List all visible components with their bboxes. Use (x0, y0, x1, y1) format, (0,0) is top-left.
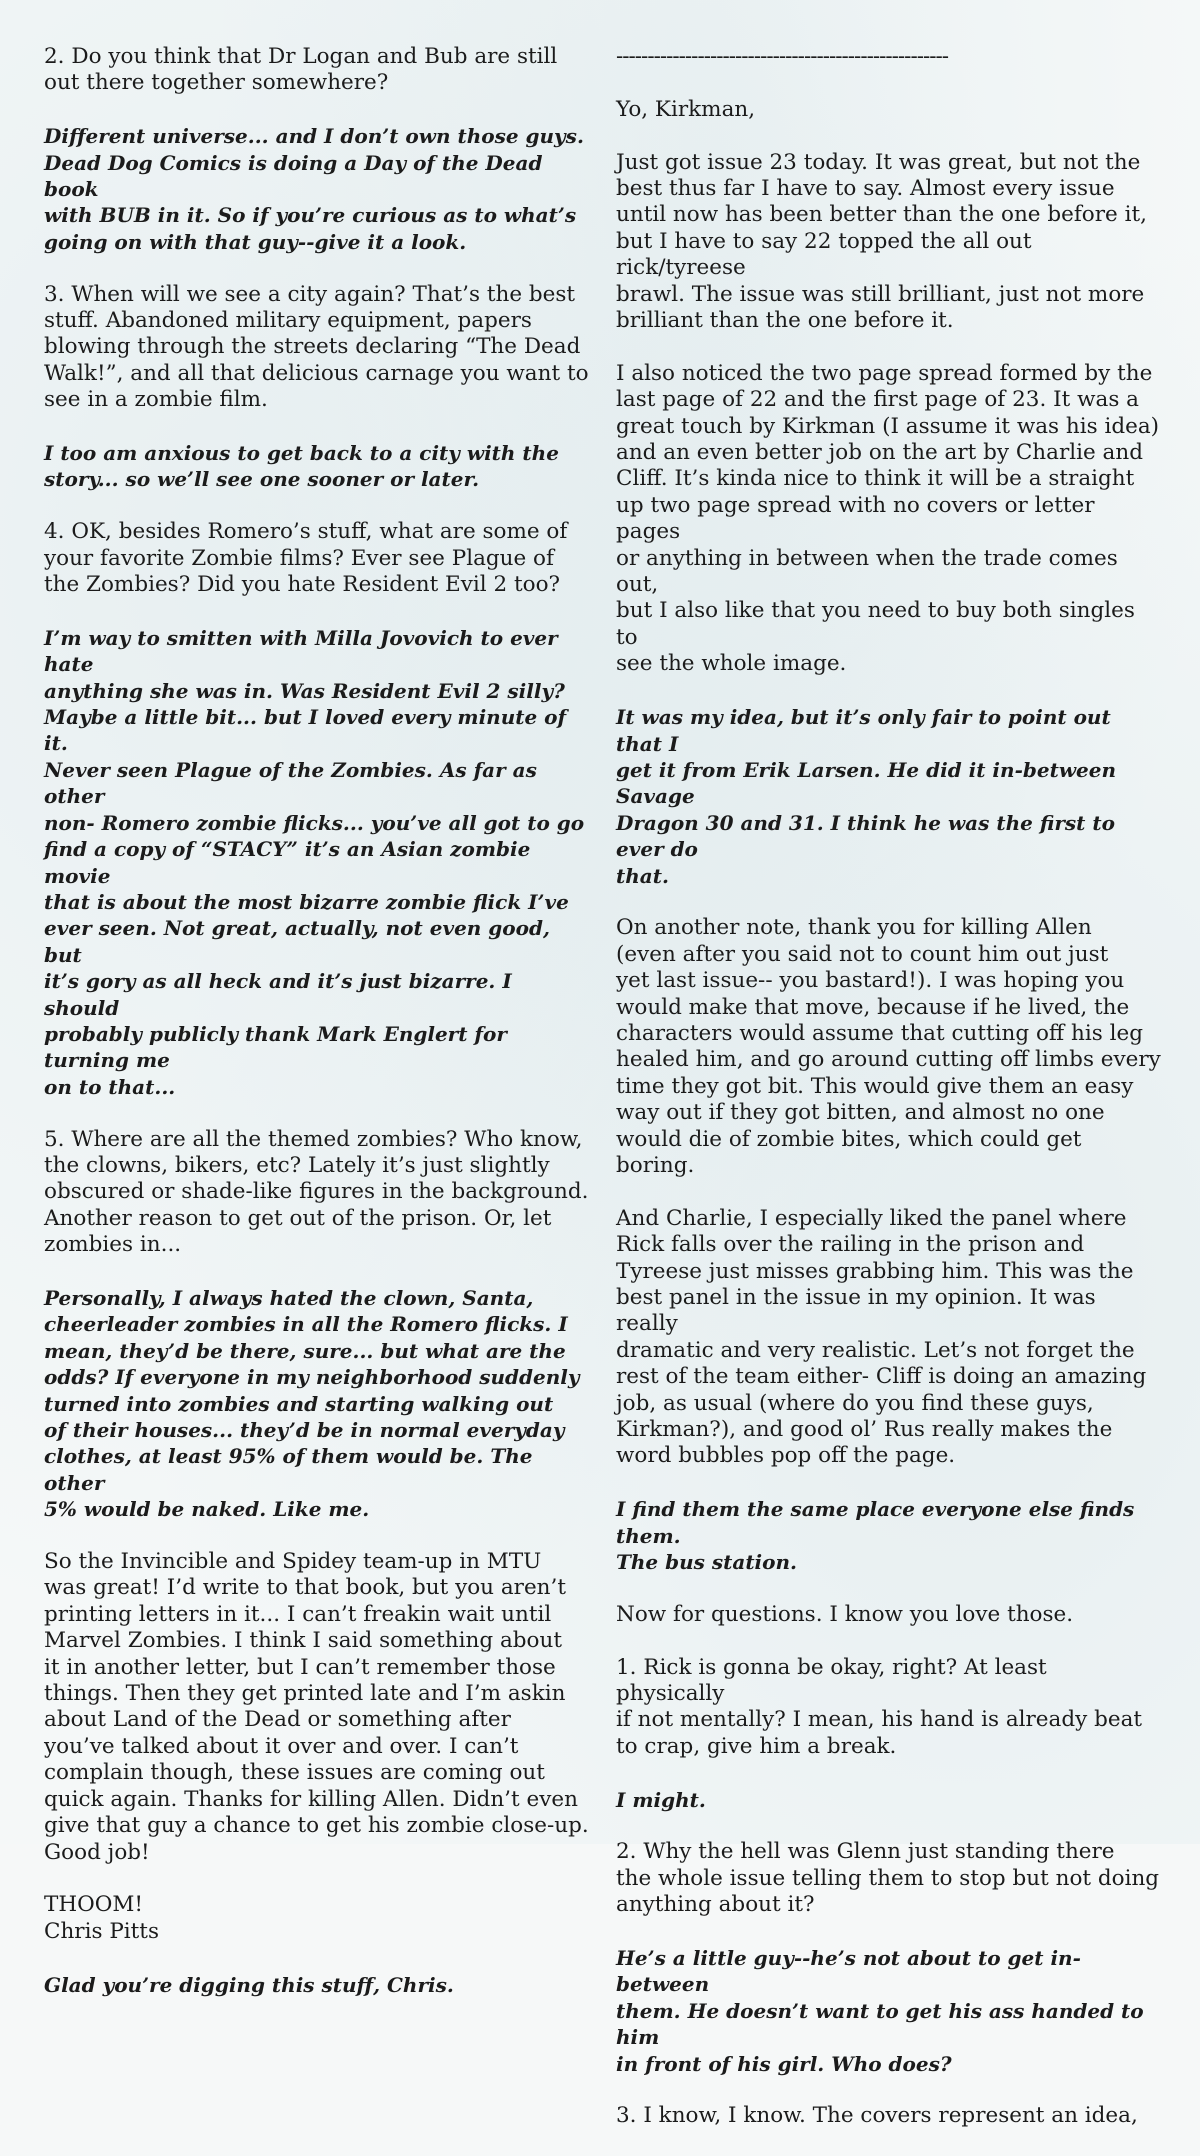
letter-salutation: Yo, Kirkman, (616, 96, 756, 122)
letter-paragraph-5: Now for questions. I know you love those. (616, 1601, 1074, 1627)
letter-question-3: 3. When will we see a city again? That’s the best stuff. Abandoned military equipment, papers blowing through the streets declaring “The Dead Walk!”, and all that delicious carnage you want to see in a zombie film. (44, 281, 589, 413)
letter-paragraph-3: On another note, thank you for killing Allen (even after you said not to count him out just yet last issue-- you bastard!). I was hoping you would make that move, because if he lived, the characters would assume that cutting off his leg healed him, and go around cutting off limbs every time they got bit. This would give them an easy way out if they got bitten, and almost no one would die of zombie bites, which could get boring. (616, 915, 1161, 1178)
editor-reply-spread: It was my idea, but it’s only fair to point out that I get it from Erik Larsen. He did it in-between Savage Dragon 30 and 31. I think he was the first to ever do that. (616, 705, 1117, 888)
letter-closing: So the Invincible and Spidey team-up in MTU was great! I’d write to that book, but you aren’t printing letters in it... I can’t freakin wait until Marvel Zombies. I think I said something about it in another letter, but I can’t remember those things. Then they get printed late and I’m askin about Land of the Dead or something after you’ve talked about it over and over. I can’t complain though, these issues are coming out quick again. Thanks for killing Allen. Didn’t even give that guy a chance to get his zombie close-up. Good job! (44, 1549, 589, 1865)
left-column (44, 44, 592, 2024)
editor-reply-1: I might. (616, 1787, 706, 1812)
letter-paragraph-4: And Charlie, I especially liked the panel where Rick falls over the railing in the prison and Tyreese just misses grabbing him. This was the best panel in the issue in my opinion. It was really dramatic and very realistic. Let’s not forget the rest of the team either- Cliff is doing an amazing job, as usual (where do you find these guys, Kirkman?), and good ol’ Rus really makes the word bubbles pop off the page. (616, 1205, 1147, 1469)
letter-paragraph-2: I also noticed the two page spread formed by the last page of 22 and the first page of 23. It was a great touch by Kirkman (I assume it was his idea) and an even better job on the art by Charlie and Cliff. It’s kinda nice to think it will be a straight up two page spread with no covers or letter pages or anything in between when the trade comes out, but I also like that you need to buy both singles to see the whole image. (616, 360, 1160, 677)
letter-question-3b: 3. I know, I know. The covers represent an idea, (616, 2103, 1138, 2129)
editor-reply-5: Personally, I always hated the clown, Santa, cheerleader zombies in all the Romero flicks. I mean, they’d be there, sure... but what are the odds? If everyone in my neighborhood suddenly turned into zombies and starting walking out of their houses... they’d be in normal everyday clothes, at least 95% of them would be. The other 5% would be naked. Like me. (44, 1285, 580, 1522)
letter-question-5: 5. Where are all the themed zombies? Who know, the clowns, bikers, etc? Lately it’s just slightly obscured or shade-like figures in the background. Another reason to get out of the prison. Or, let zombies in... (44, 1126, 589, 1258)
editor-final-reply: Glad you’re digging this stuff, Chris. (44, 1972, 454, 1997)
letter-paragraph-1: Just got issue 23 today. It was great, but not the best thus far I have to say. Almost every issue until now has been better than the one before it, but I have to say 22 topped the all out rick/tyreese brawl. The issue was still brilliant, just not more brilliant than the one before it. (616, 149, 1147, 334)
editor-reply-2b: He’s a little guy--he’s not about to get in-between them. He doesn’t want to get his ass handed to him in front of his girl. Who does? (616, 1946, 1144, 2076)
letter-divider: ----------------------------------------------------- (616, 44, 949, 69)
editor-reply-4: I’m way to smitten with Milla Jovovich to ever hate anything she was in. Was Resident Evil 2 silly? Maybe a little bit... but I loved every minute of it. Never seen Plague of the Zombies. As far as other non- Romero zombie flicks... you’ve all got to go find a copy of “STACY” it’s an Asian zombie movie that is about the most bizarre zombie flick I’ve ever seen. Not great, actually, not even good, but it’s gory as all heck and it’s just bizarre. I should probably publicly thank Mark Englert for turning me on to that... (44, 625, 585, 1099)
letter-question-2: 2. Do you think that Dr Logan and Bub are still out there together somewhere? (44, 44, 558, 96)
editor-reply-2: Different universe... and I don’t own those guys. Dead Dog Comics is doing a Day of the Dead book with BUB in it. So if you’re curious as to what’s going on with that guy--give it a look. (44, 124, 584, 254)
editor-reply-team: I find them the same place everyone else finds them. The bus station. (616, 1497, 1135, 1575)
letter-question-4: 4. OK, besides Romero’s stuff, what are some of your favorite Zombie films? Ever see Plague of the Zombies? Did you hate Resident Evil 2 too? (44, 519, 568, 598)
letter-question-2b: 2. Why the hell was Glenn just standing there the whole issue telling them to stop but not doing anything about it? (616, 1839, 1160, 1918)
right-column (616, 44, 1161, 2156)
editor-reply-3: I too am anxious to get back to a city with the story... so we’ll see one sooner or later. (44, 441, 559, 492)
letter-question-1: 1. Rick is gonna be okay, right? At least physically if not mentally? I mean, his hand is already beat to crap, give him a break. (616, 1654, 1143, 1759)
letter-signoff: THOOM! Chris Pitts (44, 1892, 159, 1944)
